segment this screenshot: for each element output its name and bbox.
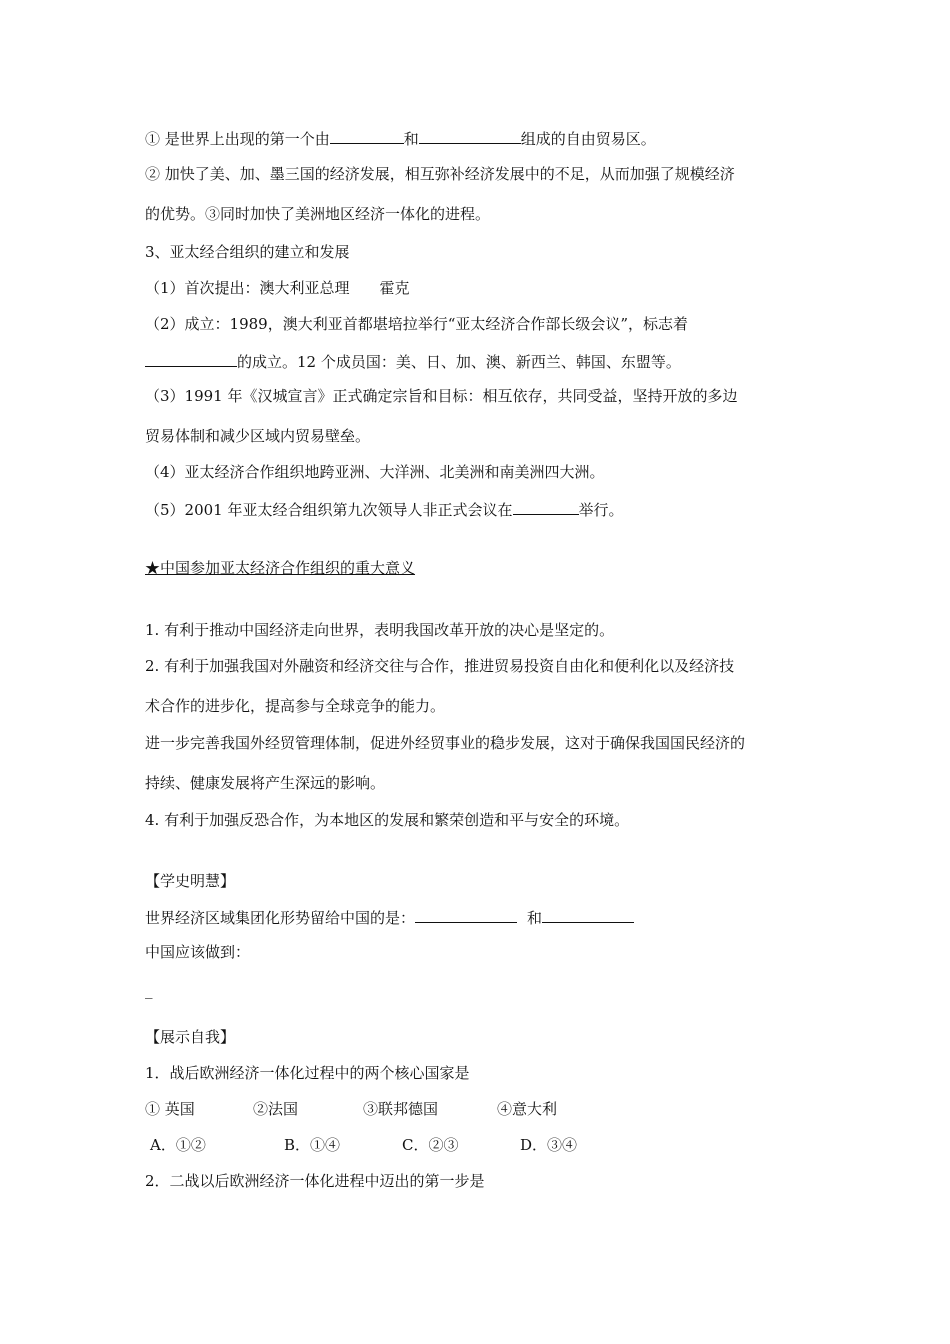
apec-heading: 3、亚太经合组织的建立和发展	[145, 243, 350, 261]
apec-item-5-text-b: 举行。	[578, 501, 624, 519]
wisdom-heading: 【学史明慧】	[145, 872, 236, 890]
blank-4	[513, 498, 579, 515]
showcase-heading: 【展示自我】	[145, 1028, 236, 1046]
option-3: ③联邦德国	[363, 1100, 439, 1118]
question-1-choices	[150, 1135, 577, 1155]
apec-item-3-line-1: （3）1991 年《汉城宣言》正式确定宗旨和目标：相互依存，共同受益，坚持开放的多边	[145, 387, 738, 405]
nafta-point-1	[145, 127, 656, 149]
apec-item-1: （1）首次提出：澳大利亚总理 霍克	[145, 279, 410, 297]
blank-2	[419, 127, 521, 144]
wisdom-line-1-text-b: 和	[527, 909, 543, 927]
blank-5	[415, 906, 517, 923]
apec-item-4: （4）亚太经济合作组织地跨亚洲、大洋洲、北美洲和南美洲四大洲。	[145, 463, 605, 481]
nafta-point-1-text-b: 和	[403, 130, 419, 148]
option-4: ④意大利	[497, 1100, 558, 1118]
option-2: ②法国	[253, 1100, 299, 1118]
apec-item-5-text-a: （5）2001 年亚太经合组织第九次领导人非正式会议在	[145, 501, 513, 519]
choice-d: D．③④	[520, 1136, 578, 1154]
apec-item-2-line-1: （2）成立：1989，澳大利亚首都堪培拉举行“亚太经济合作部长级会议”，标志着	[145, 315, 689, 333]
choice-b: B．①④	[284, 1136, 341, 1154]
option-1: ① 英国	[145, 1100, 195, 1118]
nafta-point-2-line-1: ② 加快了美、加、墨三国的经济发展，相互弥补经济发展中的不足，从而加强了规模经济	[145, 165, 735, 183]
nafta-point-1-text-c: 组成的自由贸易区。	[520, 130, 656, 148]
nafta-point-1-text-a: ① 是世界上出现的第一个由	[145, 130, 330, 148]
wisdom-line-2: 中国应该做到：	[145, 943, 251, 961]
significance-point-1: 1. 有利于推动中国经济走向世界，表明我国改革开放的决心是坚定的。	[145, 621, 615, 639]
question-1: 1．战后欧洲经济一体化过程中的两个核心国家是	[145, 1064, 470, 1082]
blank-1	[330, 127, 404, 144]
choice-a: A．①②	[150, 1136, 206, 1154]
significance-point-3-line-1: 进一步完善我国外经贸管理体制，促进外经贸事业的稳步发展，这对于确保我国国民经济的	[145, 734, 746, 752]
apec-item-3-line-2: 贸易体制和减少区域内贸易壁垒。	[145, 427, 371, 445]
significance-point-3-line-2: 持续、健康发展将产生深远的影响。	[145, 774, 386, 792]
nafta-point-2-line-2: 的优势。③同时加快了美洲地区经济一体化的进程。	[145, 205, 491, 223]
question-2: 2．二战以后欧洲经济一体化进程中迈出的第一步是	[145, 1172, 485, 1190]
blank-3	[145, 350, 237, 367]
question-1-options	[145, 1099, 557, 1119]
wisdom-line-3: _	[145, 981, 153, 999]
wisdom-line-1	[145, 906, 634, 928]
significance-point-2-line-1: 2. 有利于加强我国对外融资和经济交往与合作，推进贸易投资自由化和便利化以及经济技	[145, 657, 735, 675]
apec-item-5	[145, 498, 624, 520]
choice-c: C．②③	[402, 1136, 459, 1154]
significance-point-2-line-2: 术合作的进步化，提高参与全球竞争的能力。	[145, 697, 446, 715]
significance-point-4: 4. 有利于加强反恐合作，为本地区的发展和繁荣创造和平与安全的环境。	[145, 811, 630, 829]
blank-6	[542, 906, 634, 923]
apec-item-2-line-2	[145, 350, 681, 372]
wisdom-line-1-text-a: 世界经济区域集团化形势留给中国的是：	[145, 909, 416, 927]
apec-item-2-text: 的成立。12 个成员国：美、日、加、澳、新西兰、韩国、东盟等。	[237, 353, 681, 371]
significance-title: ★中国参加亚太经济合作组织的重大意义	[145, 559, 416, 577]
